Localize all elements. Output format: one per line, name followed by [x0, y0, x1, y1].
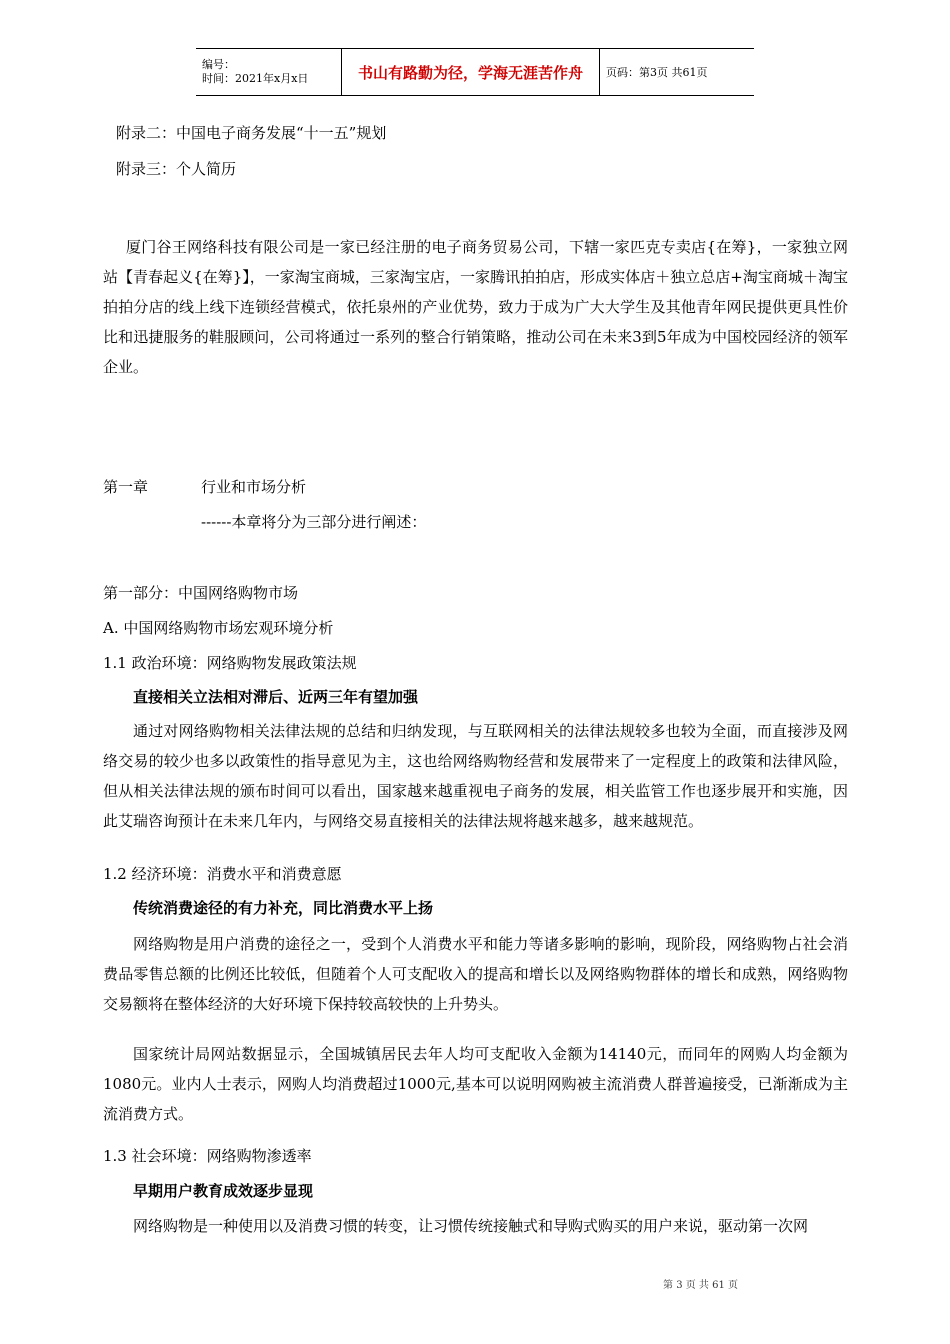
page-header — [196, 48, 754, 96]
appendix-three: 附录三：个人简历 — [116, 160, 237, 178]
section-1-2-subheading: 传统消费途径的有力补充，同比消费水平上扬 — [133, 899, 434, 917]
section-a-heading: A. 中国网络购物市场宏观环境分析 — [103, 619, 334, 637]
intro-paragraph: 厦门谷王网络科技有限公司是一家已经注册的电子商务贸易公司，下辖一家匹克专卖店{在筹}，一家独立网站【青春起义{在筹}】，一家淘宝商城，三家淘宝店，一家腾讯拍拍店，形成实体店＋独立总店+淘宝商城＋淘宝拍拍分店的线上线下连锁经营模式，依托泉州的产业优势，致力于成为广大大学生及其他青年网民提供更具性价比和迅捷服务的鞋服顾问，公司将通过一系列的整合行销策略，推动公司在未来3到5年成为中国校园经济的领军企业。 — [103, 238, 848, 376]
chapter-number: 第一章 — [103, 478, 149, 496]
section-1-3-subheading: 早期用户教育成效逐步显现 — [133, 1182, 314, 1200]
chapter-subtitle: ------本章将分为三部分进行阐述： — [201, 513, 427, 531]
section-1-2-heading: 1.2 经济环境：消费水平和消费意愿 — [103, 865, 342, 883]
section-1-2-paragraph-2: 国家统计局网站数据显示，全国城镇居民去年人均可支配收入金额为14140元，而同年的网购人均金额为1080元。业内人士表示，网购人均消费超过1000元,基本可以说明网购被主流消费人群普遍接受，已渐渐成为主流消费方式。 — [103, 1045, 848, 1123]
part1-title: 第一部分：中国网络购物市场 — [103, 584, 299, 602]
header-number-label: 编号： — [202, 58, 235, 71]
appendix-two: 附录二：中国电子商务发展“十一五”规划 — [116, 124, 387, 142]
header-meta — [196, 49, 342, 95]
chapter-title: 行业和市场分析 — [201, 478, 307, 496]
section-1-1-paragraph: 通过对网络购物相关法律法规的总结和归纳发现，与互联网相关的法律法规较多也较为全面，而直接涉及网络交易的较少也多以政策性的指导意见为主，这也给网络购物经营和发展带来了一定程度上的政策和法律风险，但从相关法律法规的颁布时间可以看出，国家越来越重视电子商务的发展，相关监管工作也逐步展开和实施，因此艾瑞咨询预计在未来几年内，与网络交易直接相关的法律法规将越来越多，越来越规范。 — [103, 722, 848, 830]
header-time-label: 时间：2021年x月x日 — [202, 72, 309, 85]
section-1-3-paragraph: 网络购物是一种使用以及消费习惯的转变，让习惯传统接触式和导购式购买的用户来说，驱动第一次网 — [133, 1217, 809, 1235]
header-motto: 书山有路勤为径，学海无涯苦作舟 — [342, 49, 600, 95]
header-page-info: 页码：第3页 共61页 — [606, 66, 708, 79]
section-1-1-subheading: 直接相关立法相对滞后、近两三年有望加强 — [133, 688, 419, 706]
section-1-1-heading: 1.1 政治环境：网络购物发展政策法规 — [103, 654, 357, 672]
section-1-3-heading: 1.3 社会环境：网络购物渗透率 — [103, 1147, 312, 1165]
page-footer: 第 3 页 共 61 页 — [663, 1280, 738, 1291]
section-1-2-paragraph-1: 网络购物是用户消费的途径之一，受到个人消费水平和能力等诸多影响的影响，现阶段，网络购物占社会消费品零售总额的比例还比较低，但随着个人可支配收入的提高和增长以及网络购物群体的增长和成熟，网络购物交易额将在整体经济的大好环境下保持较高较快的上升势头。 — [103, 935, 848, 1013]
